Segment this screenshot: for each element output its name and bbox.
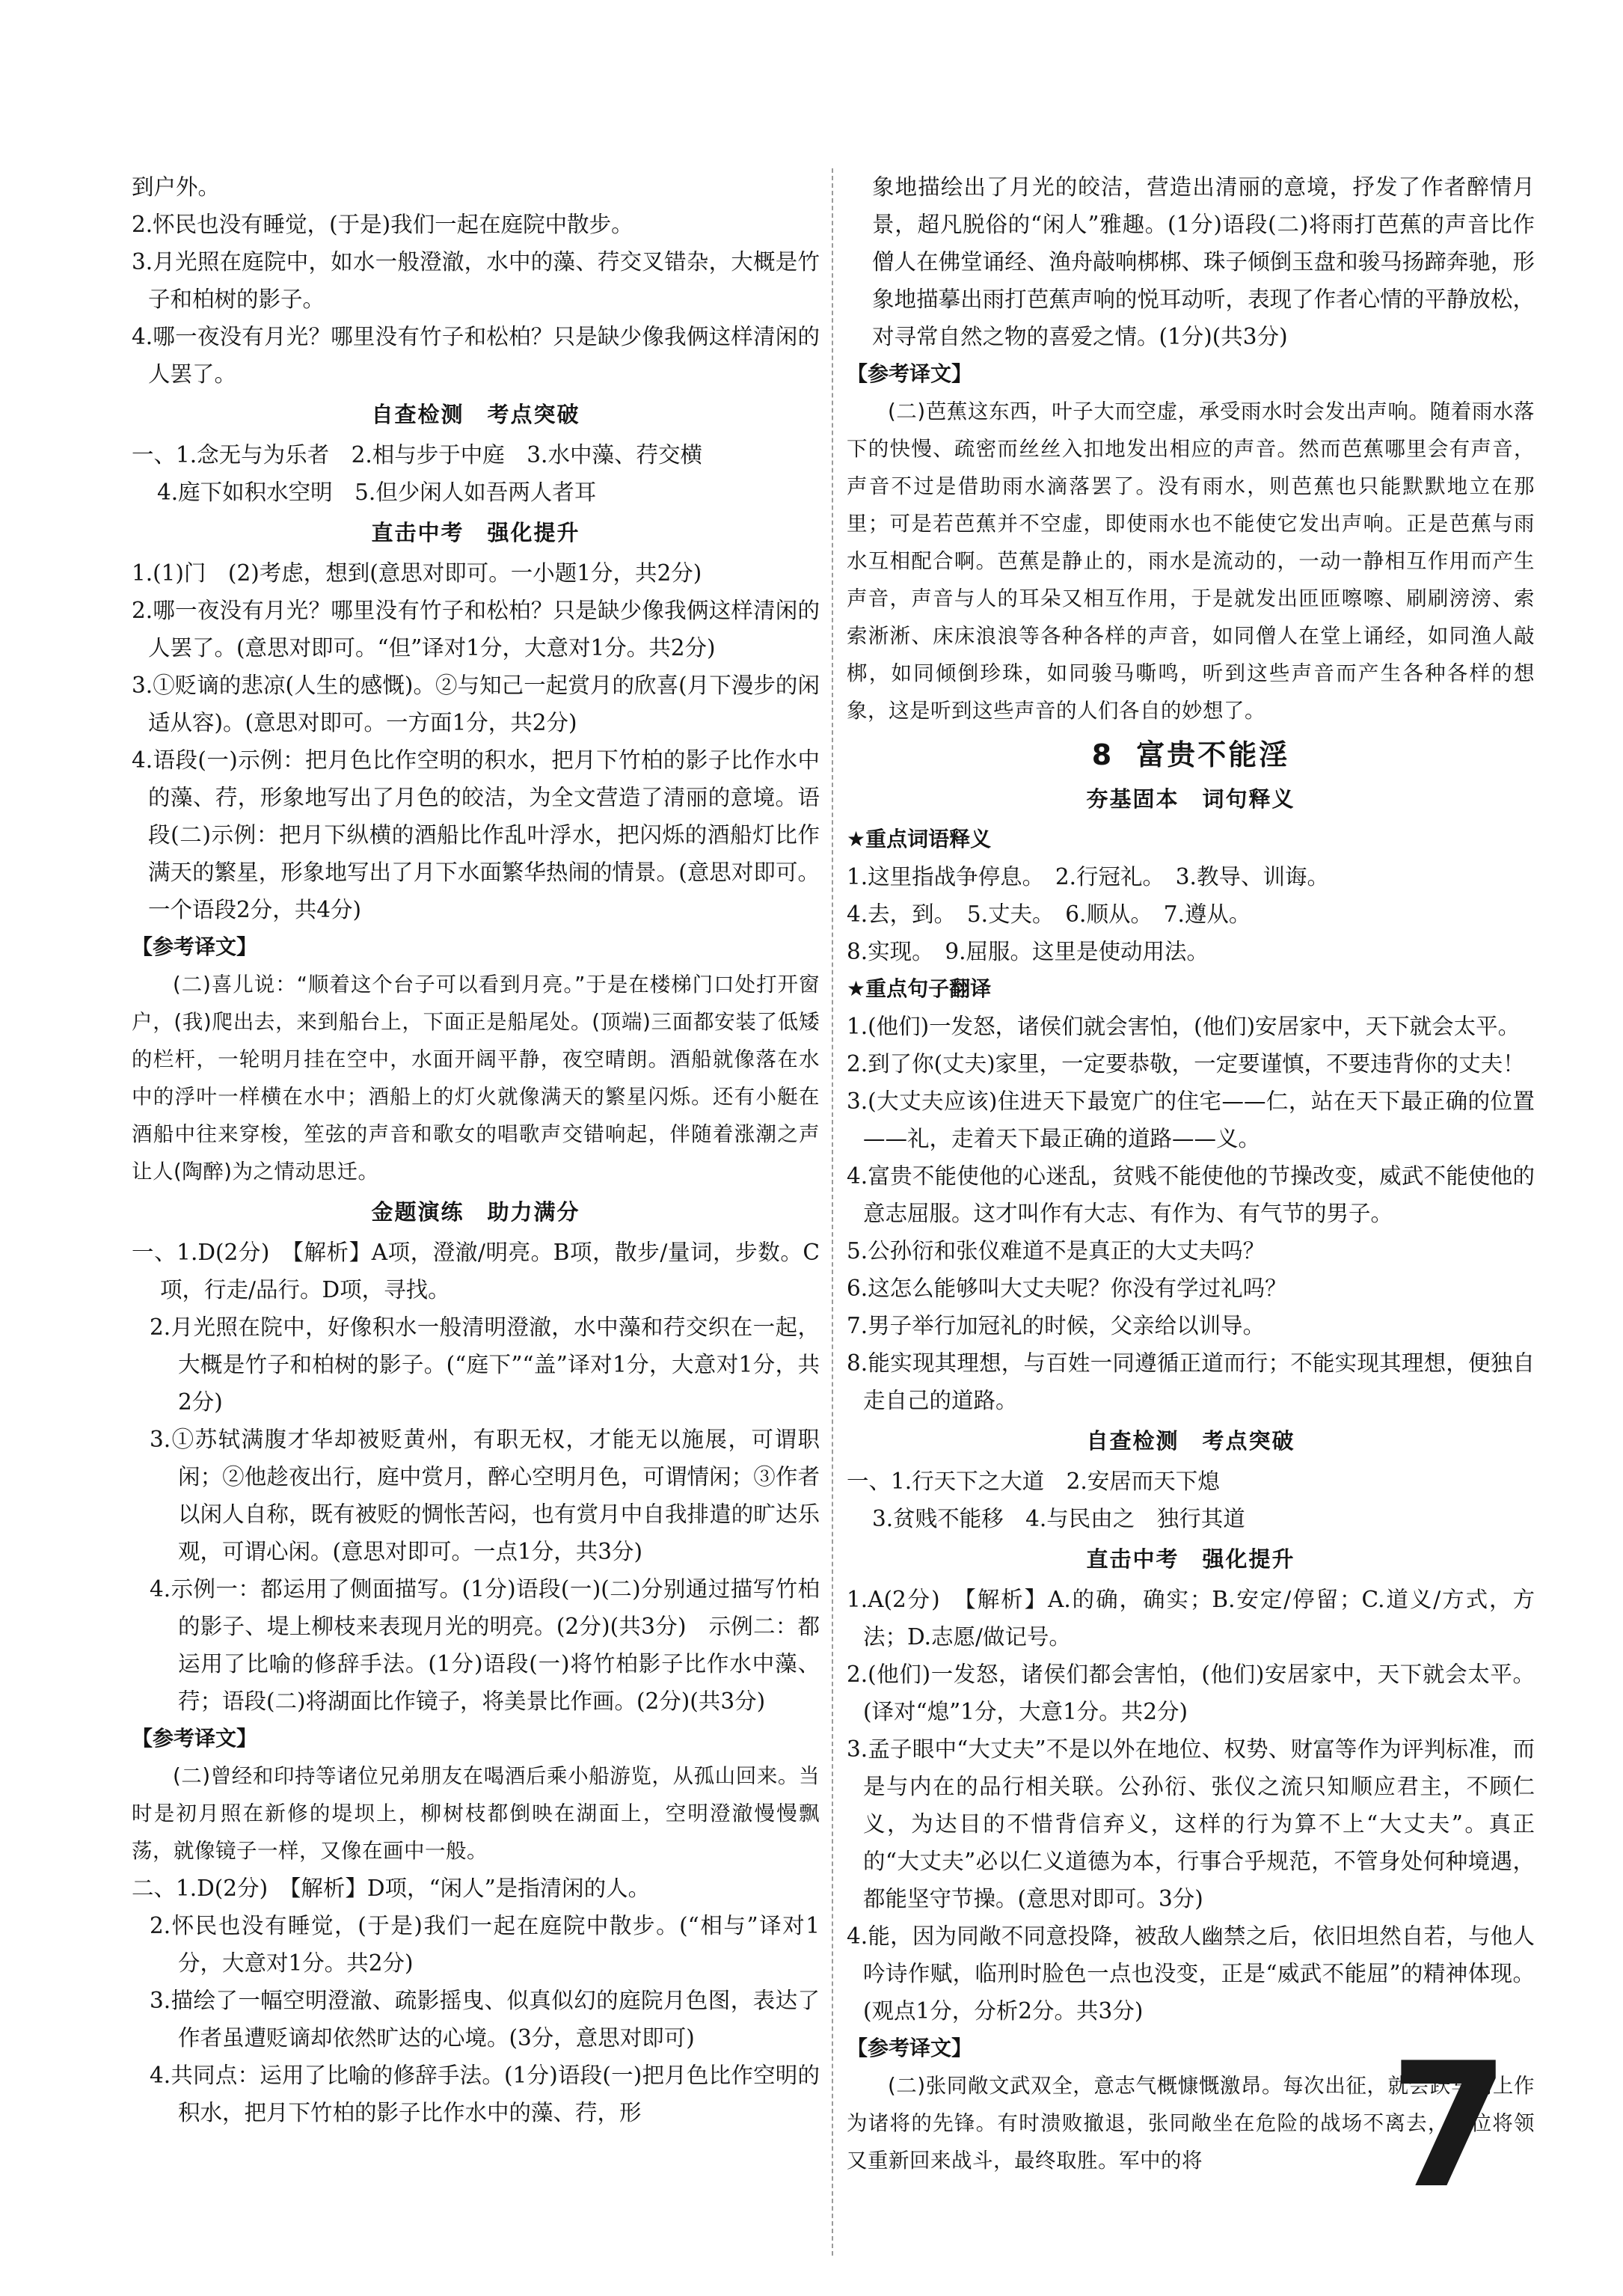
lesson-title: [847, 732, 1535, 777]
answer-line: 4.去，到。 5.丈夫。 6.顺从。 7.遵从。: [847, 901, 1251, 927]
column-divider: [832, 168, 833, 2256]
answer-line: 2.月光照在院中，好像积水一般清明澄澈，水中藻和荇交织在一起，大概是竹子和柏树的影子。(“庭下”“盖”译对1分，大意对1分，共2分): [150, 1314, 820, 1415]
subheading-key-sentences: ★重点句子翻译: [847, 976, 992, 1001]
page-number: 7: [1390, 2027, 1510, 2226]
answer-line: 6.这怎么能够叫大丈夫呢？你没有学过礼吗？: [847, 1276, 1287, 1301]
answer-line: 3.描绘了一幅空明澄澈、疏影摇曳、似真似幻的庭院月色图，表达了作者虽遭贬谪却依然旷达的心境。(3分，意思对即可): [150, 1988, 820, 2051]
answer-line: 7.男子举行加冠礼的时候，父亲给以训导。: [847, 1313, 1265, 1338]
reference-translation: (二)曾经和印持等诸位兄弟朋友在喝酒后乘小船游览，从孤山回来。当时是初月照在新修的堤坝上，柳树枝都倒映在湖面上，空明澄澈慢慢飘荡，就像镜子一样，又像在画中一般。: [132, 1764, 820, 1863]
section-heading-zicha: 自查检测 考点突破: [1086, 1428, 1295, 1454]
subheading-key-words: ★重点词语释义: [847, 827, 992, 851]
answer-line: 一、1.D(2分) 【解析】A项，澄澈/明亮。B项，散步/量词，步数。C项，行走/品行。D项，寻找。: [132, 1240, 820, 1302]
answer-line: 4.能，因为同敞不同意投降，被敌人幽禁之后，依旧坦然自若，与他人吟诗作赋，临刑时脸色一点也没变，正是“威武不能屈”的精神体现。(观点1分，分析2分。共3分): [847, 1923, 1535, 2024]
answer-line: 4.哪一夜没有月光？哪里没有竹子和松柏？只是缺少像我俩这样清闲的人罢了。: [132, 324, 820, 387]
answer-line: 二、1.D(2分) 【解析】D项，“闲人”是指清闲的人。: [132, 1876, 651, 1901]
reference-translation-label: 【参考译文】: [132, 1726, 258, 1751]
answer-line: 4.语段(一)示例：把月色比作空明的积水，把月下竹柏的影子比作水中的藻、荇，形象地写出了月色的皎洁，为全文营造了清丽的意境。语段(二)示例：把月下纵横的酒船比作乱叶浮水，把闪烁的酒船灯比作满天的繁星，形象地写出了月下水面繁华热闹的情景。(意思对即可。一个语段2分，共4分): [132, 747, 820, 922]
answer-line: 4.富贵不能使他的心迷乱，贫贱不能使他的节操改变，威武不能使他的意志屈服。这才叫作有大志、有作为、有气节的男子。: [847, 1163, 1535, 1226]
answer-line: 3.(大丈夫应该)住进天下最宽广的住宅——仁，站在天下最正确的位置——礼，走着天下最正确的道路——义。: [847, 1089, 1535, 1151]
answer-line: 2.怀民也没有睡觉，(于是)我们一起在庭院中散步。: [132, 212, 633, 237]
lesson-name: 富贵不能淫: [1136, 738, 1290, 771]
section-heading-zicha: 自查检测 考点突破: [371, 402, 580, 427]
answer-line: 1.(1)门 (2)考虑，想到(意思对即可。一小题1分，共2分): [132, 560, 702, 586]
answer-line: 3.月光照在庭院中，如水一般澄澈，水中的藻、荇交叉错杂，大概是竹子和柏树的影子。: [132, 249, 820, 312]
answer-line: 1.(他们)一发怒，诸侯们就会害怕，(他们)安居家中，天下就会太平。: [847, 1014, 1521, 1039]
answer-line: 5.公孙衍和张仪难道不是真正的大丈夫吗？: [847, 1238, 1265, 1264]
answer-line: 1.A(2分) 【解析】A.的确，确实；B.安定/停留；C.道义/方式，方法；D.志愿/做记号。: [847, 1587, 1535, 1650]
answer-line: 2.哪一夜没有月光？哪里没有竹子和松柏？只是缺少像我俩这样清闲的人罢了。(意思对即可。“但”译对1分，大意对1分。共2分): [132, 598, 820, 661]
reference-translation-label: 【参考译文】: [132, 934, 258, 959]
left-column: [132, 168, 820, 2256]
answer-line: 3.①苏轼满腹才华却被贬黄州，有职无权，才能无以施展，可谓职闲；②他趁夜出行，庭中赏月，醉心空明月色，可谓情闲；③作者以闲人自称，既有被贬的惆怅苦闷，也有赏月中自我排遣的旷达乐观，可谓心闲。(意思对即可。一点1分，共3分): [150, 1427, 820, 1564]
section-heading-zhiji: 直击中考 强化提升: [371, 520, 580, 545]
section-heading-hangji: 夯基固本 词句释义: [1086, 786, 1295, 812]
answer-line: 3.贫贱不能移 4.与民由之 独行其道: [872, 1506, 1245, 1531]
answer-line: 8.实现。 9.屈服。这里是使动用法。: [847, 939, 1209, 964]
section-heading-jinti: 金题演练 助力满分: [371, 1199, 580, 1225]
answer-line: 2.怀民也没有睡觉，(于是)我们一起在庭院中散步。(“相与”译对1分，大意对1分。共2分): [150, 1913, 820, 1976]
answer-line: 4.庭下如积水空明 5.但少闲人如吾两人者耳: [157, 480, 597, 505]
lesson-number: 8: [1091, 738, 1114, 771]
answer-line: 2.到了你(丈夫)家里，一定要恭敬，一定要谨慎，不要违背你的丈夫！: [847, 1051, 1525, 1077]
section-heading-zhiji: 直击中考 强化提升: [1086, 1546, 1295, 1572]
answer-line: 象地描绘出了月光的皎洁，营造出清丽的意境，抒发了作者醉情月景，超凡脱俗的“闲人”雅趣。(1分)语段(二)将雨打芭蕉的声音比作僧人在佛堂诵经、渔舟敲响梆梆、珠子倾倒玉盘和骏马扬蹄奔驰，形象地描摹出雨打芭蕉声响的悦耳动听，表现了作者心情的平静放松，对寻常自然之物的喜爱之情。(1分)(共3分): [872, 174, 1535, 349]
reference-translation-label: 【参考译文】: [847, 361, 973, 386]
answer-line: 4.示例一：都运用了侧面描写。(1分)语段(一)(二)分别通过描写竹柏的影子、堤上柳枝来表现月光的明亮。(2分)(共3分) 示例二：都运用了比喻的修辞手法。(1分)语段(一)将竹柏影子比作水中藻、荇；语段(二)将湖面比作镜子，将美景比作画。(2分)(共3分): [150, 1576, 820, 1714]
answer-line: 3.孟子眼中“大丈夫”不是以外在地位、权势、财富等作为评判标准，而是与内在的品行相关联。公孙衍、张仪之流只知顺应君主，不顾仁义，为达目的不惜背信弃义，这样的行为算不上“大丈夫”。真正的“大丈夫”必以仁义道德为本，行事合乎规范，不管身处何种境遇，都能坚守节操。(意思对即可。3分): [847, 1736, 1535, 1911]
right-column: [847, 168, 1535, 2256]
answer-line: 一、1.行天下之大道 2.安居而天下熄: [847, 1469, 1220, 1494]
answer-line: 到户外。: [132, 174, 221, 200]
reference-translation-label: 【参考译文】: [847, 2036, 973, 2060]
reference-translation: (二)芭蕉这东西，叶子大而空虚，承受雨水时会发出声响。随着雨水落下的快慢、疏密而丝丝入扣地发出相应的声音。然而芭蕉哪里会有声音，声音不过是借助雨水滴落罢了。没有雨水，则芭蕉也只能默默地立在那里；可是若芭蕉并不空虚，即使雨水也不能使它发出声响。正是芭蕉与雨水互相配合啊。芭蕉是静止的，雨水是流动的，一动一静相互作用而产生声音，声音与人的耳朵又相互作用，于是就发出匝匝嚓嚓、刷刷滂滂、索索淅淅、床床浪浪等各种各样的声音，如同僧人在堂上诵经，如同渔人敲梆，如同倾倒珍珠，如同骏马嘶鸣，听到这些声音而产生各种各样的想象，这是听到这些声音的人们各自的妙想了。: [847, 399, 1535, 723]
reference-translation: (二)张同敞文武双全，意志气概慷慨激昂。每次出征，就会跃马而上作为诸将的先锋。有时溃败撤退，张同敞坐在危险的战场不离去，众位将领又重新回来战斗，最终取胜。军中的将: [847, 2074, 1535, 2173]
reference-translation: (二)喜儿说：“顺着这个台子可以看到月亮。”于是在楼梯门口处打开窗户，(我)爬出去，来到船台上，下面正是船尾处。(顶端)三面都安装了低矮的栏杆，一轮明月挂在空中，水面开阔平静，夜空晴朗。酒船就像落在水中的浮叶一样横在水中；酒船上的灯火就像满天的繁星闪烁。还有小艇在酒船中往来穿梭，笙弦的声音和歌女的唱歌声交错响起，伴随着涨潮之声让人(陶醉)为之情动思迁。: [132, 973, 820, 1184]
answer-line: 1.这里指战争停息。 2.行冠礼。 3.教导、训诲。: [847, 864, 1329, 890]
answer-line: 4.共同点：运用了比喻的修辞手法。(1分)语段(一)把月色比作空明的积水，把月下竹柏的影子比作水中的藻、荇，形: [150, 2063, 820, 2125]
answer-line: 8.能实现其理想，与百姓一同遵循正道而行；不能实现其理想，便独自走自己的道路。: [847, 1350, 1535, 1413]
answer-line: 一、1.念无与为乐者 2.相与步于中庭 3.水中藻、荇交横: [132, 442, 702, 468]
answer-line: 3.①贬谪的悲凉(人生的感慨)。②与知己一起赏月的欣喜(月下漫步的闲适从容)。(意思对即可。一方面1分，共2分): [132, 673, 820, 735]
answer-line: 2.(他们)一发怒，诸侯们都会害怕，(他们)安居家中，天下就会太平。(译对“熄”1分，大意1分。共2分): [847, 1662, 1535, 1724]
